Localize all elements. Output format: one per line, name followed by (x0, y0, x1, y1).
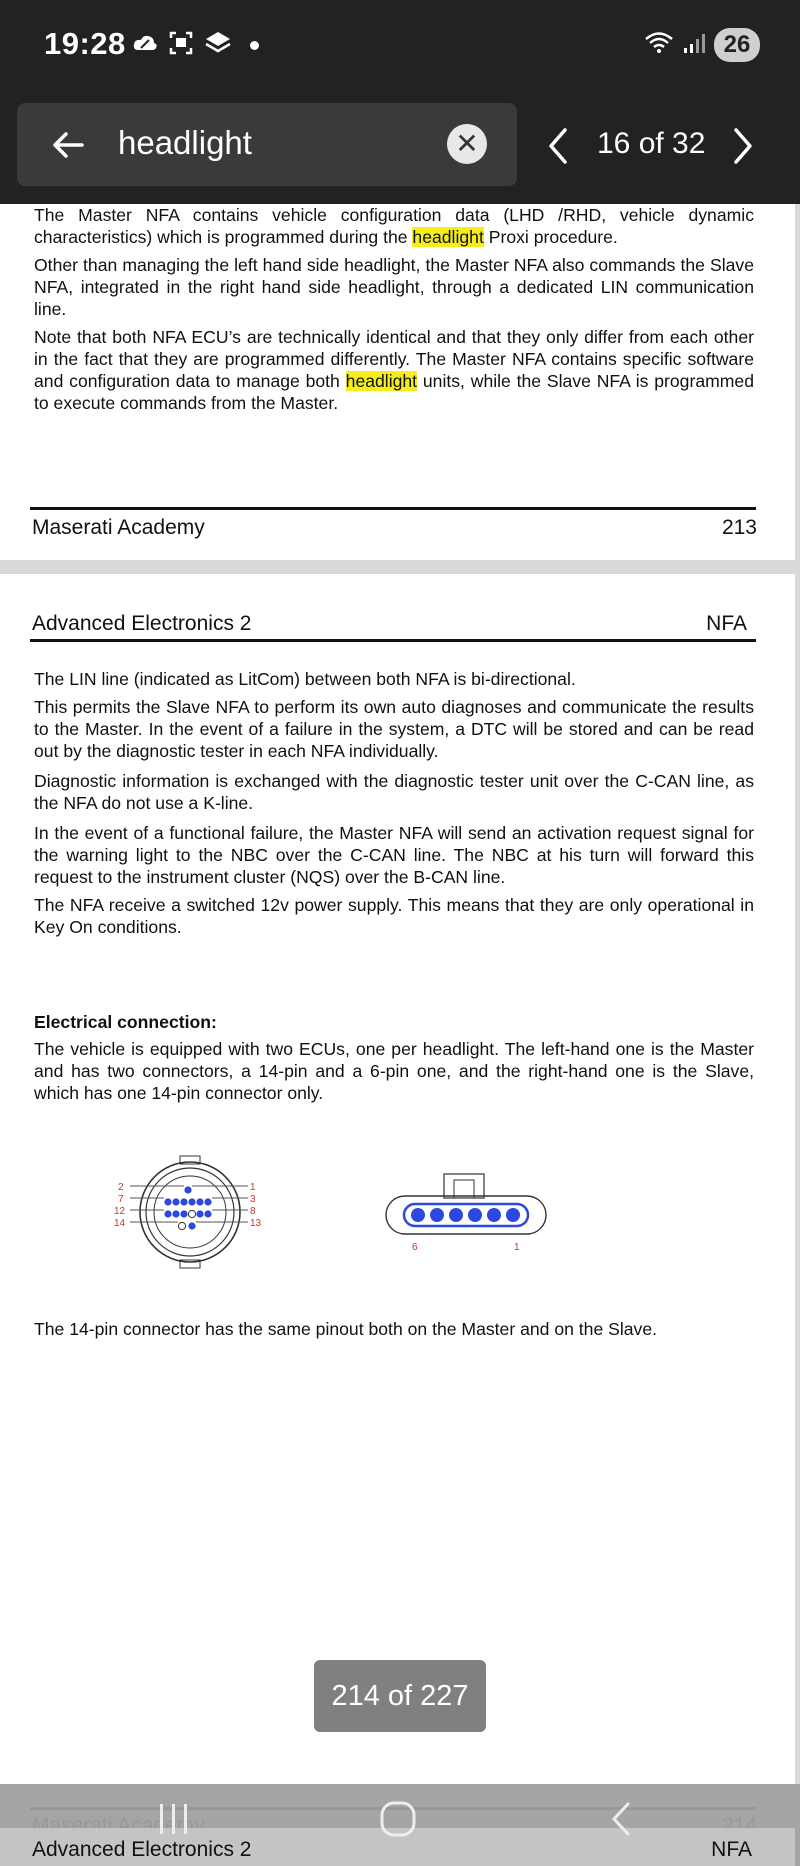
battery-indicator: 26 (714, 28, 760, 62)
figure-caption: The 14-pin connector has the same pinout both on the Master and on the Slave. (34, 1319, 658, 1339)
next-page-header-left: Advanced Electronics 2 (32, 1838, 252, 1861)
text-run: Proxi procedure. (483, 227, 618, 247)
clear-search-button[interactable]: ✕ (447, 124, 487, 164)
status-time: 19:28 (44, 26, 126, 61)
status-bar (0, 0, 800, 96)
previous-match-button[interactable] (543, 124, 573, 168)
stack-icon (204, 30, 232, 61)
screenshot-icon (168, 30, 194, 61)
pin-label: 13 (250, 1218, 262, 1229)
page-213 (0, 204, 795, 560)
back-icon[interactable] (606, 1800, 636, 1838)
paragraph: The vehicle is equipped with two ECUs, one per headlight. The left-hand one is the Master and has two connectors, a 14-pin and a 6-pin one, and the right-hand one is the Slave, which has one 14-pin connector only. (34, 1039, 754, 1103)
header-right: NFA (706, 612, 747, 635)
section-title: Electrical connection: (34, 1012, 217, 1032)
back-arrow-icon[interactable] (48, 125, 88, 165)
connector-14-pin-diagram (104, 1150, 284, 1290)
wifi-icon (644, 30, 674, 61)
search-input[interactable]: headlight (118, 124, 252, 161)
pin-label: 1 (514, 1242, 520, 1253)
search-box[interactable] (17, 103, 517, 186)
match-count: 16 of 32 (597, 127, 706, 160)
document-viewer[interactable] (0, 204, 800, 1784)
paragraph: Other than managing the left hand side headlight, the Master NFA also commands the Slave NFA, integrated in the right hand side headlight, through a dedicated LIN communication line. (34, 255, 754, 319)
status-right (644, 28, 760, 62)
footer-rule (30, 507, 756, 510)
recent-apps-icon[interactable] (156, 1802, 192, 1836)
paragraph: In the event of a functional failure, the Master NFA will send an activation request signal for the warning light to the NBC over the C-CAN line. The NBC at his turn will forward this request to the instrument cluster (NQS) over the B-CAN line. (34, 823, 754, 887)
paragraph: This permits the Slave NFA to perform its own auto diagnoses and communicate the results to the Master. In the event of a failure in the system, a DTC will be stored and can be read out by the diagnostic tester in each NFA individually. (34, 697, 754, 761)
status-icons-left (132, 30, 259, 61)
cloud-icon (132, 32, 158, 59)
home-icon[interactable] (378, 1800, 418, 1838)
connector-6-pin-diagram (380, 1170, 560, 1260)
pin-label: 6 (412, 1242, 418, 1253)
next-match-button[interactable] (728, 124, 758, 168)
paragraph: The LIN line (indicated as LitCom) between both NFA is bi-directional. (34, 669, 576, 689)
text-run: The Master NFA contains vehicle configuration data (LHD /RHD, vehicle dynamic characteristics) which is programmed during the (34, 205, 754, 247)
pin-label: 3 (250, 1194, 256, 1205)
next-page-header-right: NFA (711, 1838, 752, 1861)
pin-label: 7 (118, 1194, 124, 1205)
text-run: units, while the Slave NFA is programmed to execute commands from the Master. (34, 371, 754, 413)
page-number: 213 (721, 516, 757, 539)
header-left: Advanced Electronics 2 (32, 612, 252, 635)
paragraph: Diagnostic information is exchanged with the diagnostic tester unit over the C-CAN line, as the NFA do not use a K-line. (34, 771, 754, 813)
pin-label: 14 (114, 1218, 126, 1229)
paragraph (34, 204, 754, 248)
pin-label: 12 (114, 1206, 126, 1217)
paragraph: The NFA receive a switched 12v power supply. This means that they are only operational in Key On conditions. (34, 895, 754, 937)
header-rule (30, 639, 756, 642)
text-run: Note that both NFA ECU’s are technically identical and that they only differ from each other in the fact that they are programmed differently. The Master NFA contains specific software and configuration data to manage both (34, 327, 754, 391)
search-highlight: headlight (412, 227, 484, 247)
notification-dot-icon (250, 41, 259, 50)
pin-label: 2 (118, 1182, 124, 1193)
paragraph (34, 326, 754, 414)
page-indicator: 214 of 227 (314, 1660, 486, 1732)
signal-icon (682, 32, 706, 59)
footer-left: Maserati Academy (32, 516, 205, 539)
pin-label: 8 (250, 1206, 256, 1217)
pin-label: 1 (250, 1182, 256, 1193)
search-highlight: headlight (345, 371, 418, 391)
